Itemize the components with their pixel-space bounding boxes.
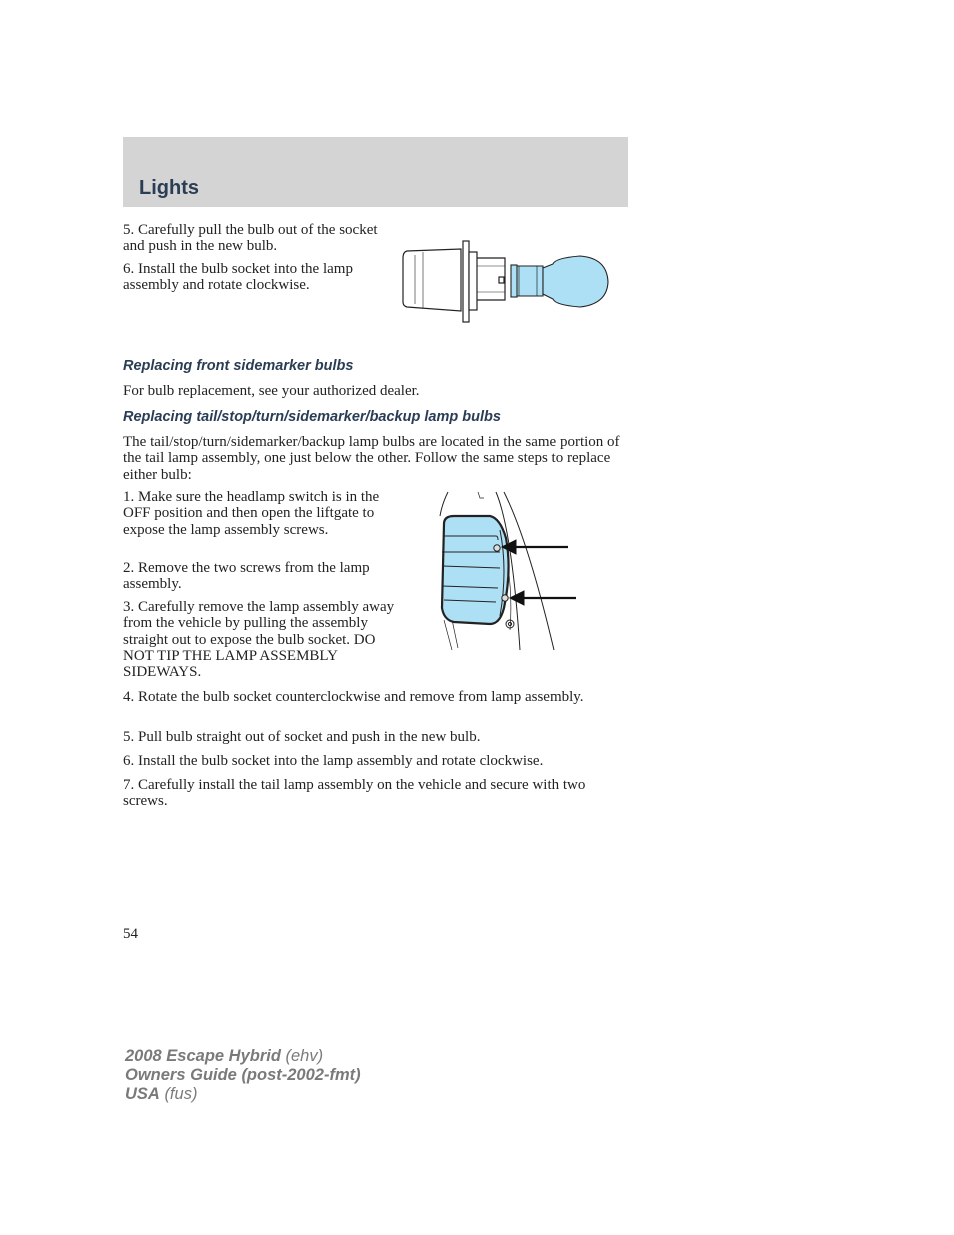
bulb-socket-illustration [395,238,615,324]
step-5-pull-bulb: 5. Carefully pull the bulb out of the socket and push in the new bulb. [123,222,378,255]
front-sidemarker-body: For bulb replacement, see your authorized dealer. [123,383,420,399]
footer-model-code: (ehv) [285,1047,324,1065]
tail-lamp-illustration [436,490,582,652]
page-number: 54 [123,926,138,942]
front-sidemarker-heading: Replacing front sidemarker bulbs [123,358,354,374]
tail-step-4: 4. Rotate the bulb socket counterclockwise and remove from lamp assembly. [123,689,584,705]
document-footer [125,1047,361,1104]
tail-step-7: 7. Carefully install the tail lamp assembly on the vehicle and secure with two screws. [123,777,586,810]
tail-step-1: 1. Make sure the headlamp switch is in the OFF position and then open the liftgate to expose the lamp assembly screws. [123,489,380,538]
footer-line-3 [125,1085,361,1104]
tail-step-2: 2. Remove the two screws from the lamp assembly. [123,560,370,593]
tail-lamp-intro: The tail/stop/turn/sidemarker/backup lamp bulbs are located in the same portion of the tail lamp assembly, one just below the other. Follow the same steps to replace either bulb: [123,434,620,483]
tail-step-6: 6. Install the bulb socket into the lamp assembly and rotate clockwise. [123,753,544,769]
footer-line-1 [125,1047,361,1066]
footer-model: 2008 Escape Hybrid [125,1047,281,1065]
footer-market-code: (fus) [164,1085,198,1103]
footer-guide: Owners Guide (post-2002-fmt) [125,1066,361,1084]
tail-lamp-heading: Replacing tail/stop/turn/sidemarker/backup lamp bulbs [123,409,501,425]
section-title: Lights [139,177,199,199]
step-6-install-socket: 6. Install the bulb socket into the lamp assembly and rotate clockwise. [123,261,353,294]
tail-step-3: 3. Carefully remove the lamp assembly away from the vehicle by pulling the assembly straight out to expose the bulb socket. DO NOT TIP THE LAMP ASSEMBLY SIDEWAYS. [123,599,395,681]
footer-market: USA [125,1085,160,1103]
tail-step-5: 5. Pull bulb straight out of socket and push in the new bulb. [123,729,481,745]
footer-line-2 [125,1066,361,1085]
